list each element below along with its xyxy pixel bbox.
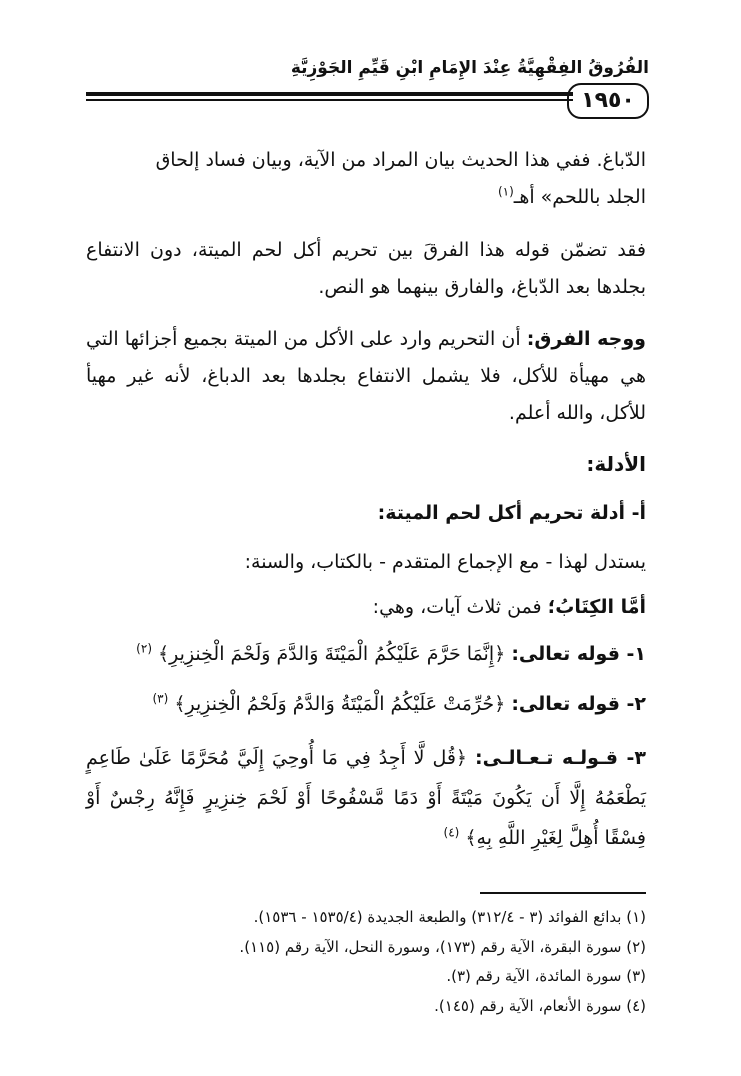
paragraph-2: فقد تضمّن قوله هذا الفرقَ بين تحريم أكل لحم الميتة، دون الانتفاع بجلدها بعد الدّباغ، والفارق بينهما هو النص.: [86, 239, 646, 298]
paragraph-1-line-1: الدّباغ. ففي هذا الحديث بيان المراد من الآية، وبيان فساد إلحاق: [155, 149, 646, 171]
paragraph-1-line-2-text: الجلد باللحم» أهـ: [513, 186, 646, 208]
footnote-ref-1: (١): [497, 184, 514, 199]
verse-3-text: ﴿قُل لَّا أَجِدُ فِي مَا أُوحِيَ إِلَيَّ مُحَرَّمًا عَلَىٰ طَاعِمٍ يَطْعَمُهُ إِلَّا أَن يَكُونَ مَيْتَةً أَوْ دَمًا مَّسْفُوحًا أَوْ لَحْمَ خِنزِيرٍ فَإِنَّهُ رِجْسٌ أَوْ فِسْقًا أُهِلَّ لِغَيْرِ اللَّهِ بِهِ﴾: [86, 747, 646, 849]
kitab-lead: أمَّا الكِتَابُ؛: [547, 596, 646, 618]
paragraph-3-text: أن التحريم وارد على الأكل من الميتة بجميع أجزائها التي هي مهيأة للأكل، فلا يشمل الانتفاع بجلدها بعد الدباغ، لأنه غير مهيأ للأكل، والله أعلم.: [86, 328, 646, 424]
verse-item-2: [86, 686, 646, 723]
footnote-ref-3: (٣): [152, 691, 169, 706]
footnote-ref-4: (٤): [443, 825, 460, 840]
header-rule-thin: [86, 99, 573, 101]
verse-1-text: ﴿إِنَّمَا حَرَّمَ عَلَيْكُمُ الْمَيْتَةَ وَالدَّمَ وَلَحْمَ الْخِنزِيرِ﴾: [158, 643, 506, 665]
footnote-separator: [480, 892, 646, 894]
footnote-3: (٣) سورة المائدة، الآية رقم (٣).: [446, 967, 646, 985]
paragraph-1-line-2: [86, 179, 646, 216]
running-header-title: الفُرُوقُ الفِقْهِيَّةُ عِنْدَ الإِمَامِ ابْنِ قَيِّمِ الجَوْزِيَّةِ: [290, 58, 649, 78]
page-number-badge: ١٩٥٠: [567, 83, 649, 119]
footnote-1: (١) بدائع الفوائد (٣ - ٣١٢/٤) والطبعة الجديدة (١٥٣٥/٤ - ١٥٣٦).: [253, 908, 646, 926]
verse-3-label: ٣- قـولـه تـعـالـى:: [475, 747, 646, 769]
footnote-ref-2: (٢): [136, 641, 152, 656]
verse-2-text: ﴿حُرِّمَتْ عَلَيْكُمُ الْمَيْتَةُ وَالدَّمُ وَلَحْمُ الْخِنزِيرِ﴾: [174, 693, 506, 715]
paragraph-1: [86, 142, 646, 216]
verse-item-1: [86, 636, 646, 673]
verse-item-3: [86, 738, 646, 858]
kitab-text: فمن ثلاث آيات، وهي:: [372, 596, 542, 618]
footnote-4: (٤) سورة الأنعام، الآية رقم (١٤٥).: [434, 997, 646, 1015]
verse-2-label: ٢- قوله تعالى:: [511, 693, 646, 715]
subsection-heading: أ- أدلة تحريم أكل لحم الميتة:: [377, 502, 646, 524]
paragraph-3: [86, 321, 646, 432]
header-rule-thick: [86, 92, 573, 96]
verse-1-label: ١- قوله تعالى:: [511, 643, 646, 665]
footnote-2: (٢) سورة البقرة، الآية رقم (١٧٣)، وسورة النحل، الآية رقم (١١٥).: [239, 938, 646, 956]
paragraph-3-lead: ووجه الفرق:: [526, 328, 646, 350]
section-heading: الأدلة:: [586, 452, 646, 476]
kitab-line: [86, 589, 646, 626]
evidence-intro: يستدل لهذا - مع الإجماع المتقدم - بالكتاب، والسنة:: [244, 551, 646, 573]
